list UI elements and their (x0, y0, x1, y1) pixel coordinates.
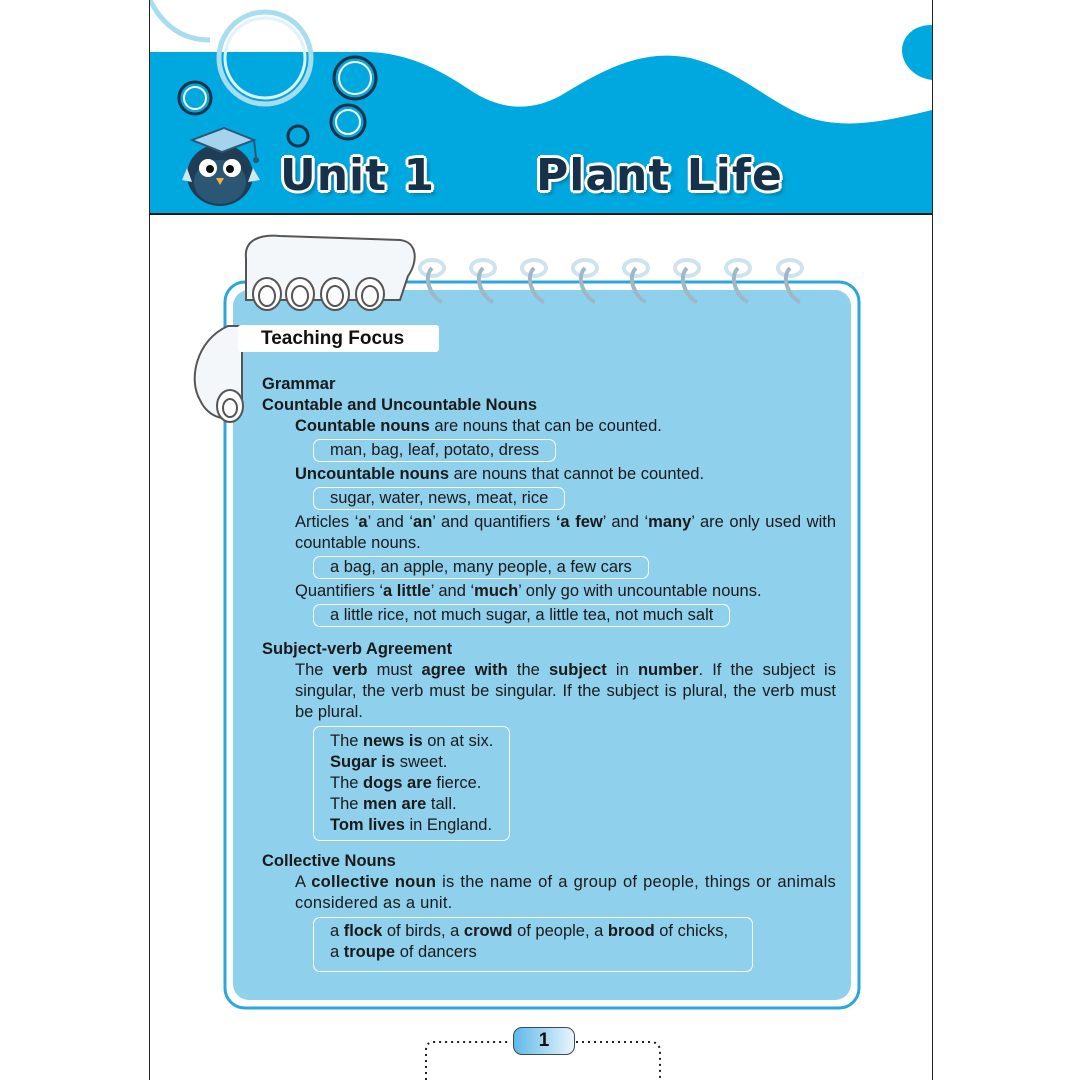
agreement-rule: The verb must agree with the subject in number. If the subject is singular, the verb must be singular. If the subject is plural, the verb must be plural. (295, 661, 836, 721)
example-line: Tom lives in England. (330, 816, 493, 834)
agreement-example-box (313, 726, 510, 841)
teaching-focus-label: Teaching Focus (238, 325, 439, 352)
section-title-grammar: Grammar (262, 375, 336, 393)
quantifiers-rule: Quantifiers ‘a little’ and ‘much’ only go with uncountable nouns. (295, 582, 762, 600)
uncountable-definition: Uncountable nouns are nouns that cannot be counted. (295, 465, 705, 483)
topic-title: Countable and Uncountable Nouns (262, 396, 537, 414)
example-line: The dogs are fierce. (330, 774, 482, 792)
section-title-agreement: Subject-verb Agreement (262, 640, 453, 658)
unit-name-title: Plant Life (536, 150, 783, 201)
teaching-content (262, 326, 836, 972)
countable-definition: Countable nouns are nouns that can be counted. (295, 417, 662, 435)
example-box: man, bag, leaf, potato, dress (313, 439, 556, 462)
example-box: a little rice, not much sugar, a little tea, not much salt (313, 604, 730, 627)
collective-example-box (313, 917, 753, 972)
example-line: a troupe of dancers (330, 943, 477, 961)
articles-rule: Articles ‘a’ and ‘an’ and quantifiers ‘a few’ and ‘many’ are only used with countable nouns. (295, 513, 836, 552)
page-number: 1 (513, 1027, 575, 1055)
collective-definition: A collective noun is the name of a group of people, things or animals considered as a unit. (295, 873, 836, 912)
example-line: a flock of birds, a crowd of people, a brood of chicks, (330, 922, 729, 940)
example-line: Sugar is sweet. (330, 753, 448, 771)
example-line: The men are tall. (330, 795, 457, 813)
unit-number-title: Unit 1 (280, 150, 436, 201)
textbook-page (149, 0, 933, 1080)
section-title-collective: Collective Nouns (262, 852, 396, 870)
example-box: a bag, an apple, many people, a few cars (313, 556, 649, 579)
example-line: The news is on at six. (330, 732, 494, 750)
example-box: sugar, water, news, meat, rice (313, 487, 565, 510)
